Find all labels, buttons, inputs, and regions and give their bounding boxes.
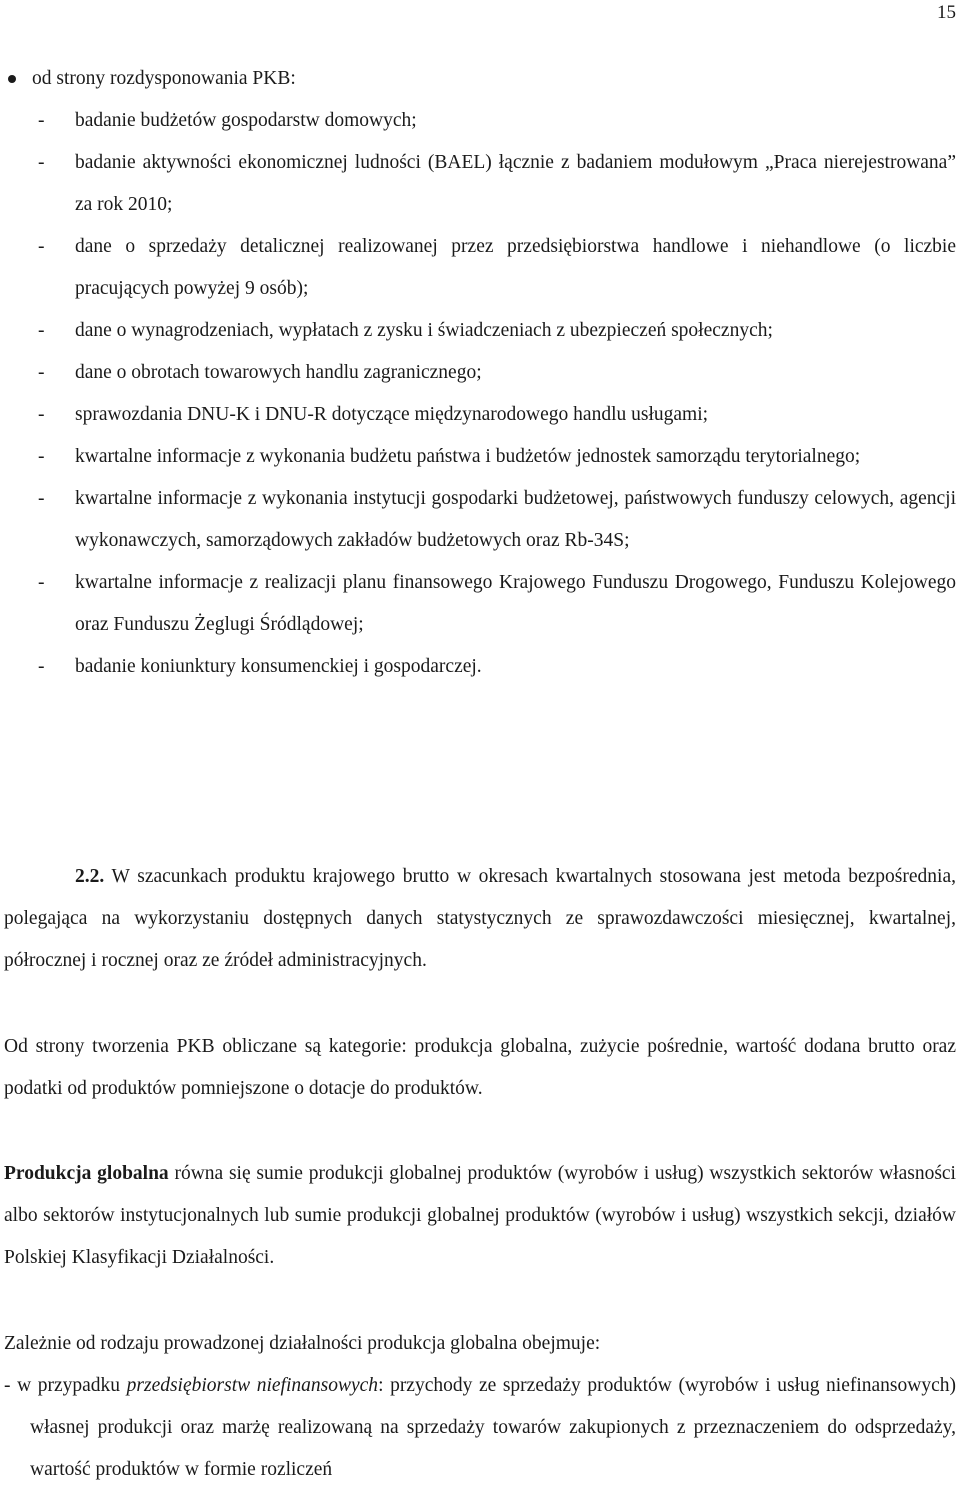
list-item-text: dane o wynagrodzeniach, wypłatach z zysku i świadczeniach z ubezpieczeń społecznych; <box>75 320 773 341</box>
global-production-paragraph <box>4 1153 956 1279</box>
list-item-text: kwartalne informacje z wykonania instytucji gospodarki budżetowej, państwowych funduszy celowych, agencji wykonawczych, samorządowych zakładów budżetowych oraz Rb-34S; <box>75 488 956 551</box>
last-item-text: : przychody ze sprzedaży produktów (wyrobów i usług niefinansowych) własnej produkcji oraz marżę realizowaną na sprzedaży towarów zakupionych z przeznaczeniem do odsprzedaży, wartość produktów w formie rozliczeń <box>30 1375 957 1480</box>
dash-marker: - <box>38 110 45 131</box>
section-number: 2.2. <box>75 866 105 887</box>
list-item-text: badanie aktywności ekonomicznej ludności (BAEL) łącznie z badaniem modułowym „Praca nierejestrowana” za rok 2010; <box>75 152 956 215</box>
last-item-italic: przedsiębiorstw niefinansowych <box>126 1375 379 1396</box>
section-2-2-paragraph <box>4 856 956 982</box>
dash-marker: - <box>38 404 45 425</box>
list-item-text: dane o obrotach towarowych handlu zagranicznego; <box>75 362 482 383</box>
dash-marker: - <box>38 488 45 509</box>
section-text: W szacunkach produktu krajowego brutto w okresach kwartalnych stosowana jest metoda bezpośrednia, polegająca na wykorzystaniu dostępnych danych statystycznych ze sprawozdawczości miesięcznej, kwartalnej, półrocznej i rocznej oraz ze źródeł administracyjnych. <box>4 866 956 971</box>
list-item <box>0 352 956 394</box>
dash-marker: - <box>38 236 45 257</box>
page-number: 15 <box>937 2 956 23</box>
list-item-text: badanie koniunktury konsumenckiej i gospodarczej. <box>75 656 482 677</box>
global-production-text: równa się sumie produkcji globalnej produktów (wyrobów i usług) wszystkich sektorów własności albo sektorów instytucjonalnych lub sumie produkcji globalnej produktów (wyrobów i usług) wszystkich sekcji, działów Polskiej Klasyfikacji Działalności. <box>4 1163 956 1268</box>
bullet-icon <box>8 75 16 83</box>
last-item-prefix: - w przypadku <box>4 1375 127 1396</box>
dash-marker: - <box>38 152 45 173</box>
list-item <box>0 562 956 646</box>
list-item <box>0 142 956 226</box>
dash-marker: - <box>38 320 45 341</box>
list-item-text: badanie budżetów gospodarstw domowych; <box>75 110 417 131</box>
dash-marker: - <box>38 656 45 677</box>
last-item-paragraph <box>4 1365 956 1491</box>
list-item <box>0 394 956 436</box>
global-production-term: Produkcja globalna <box>4 1163 169 1184</box>
list-item-text: kwartalne informacje z realizacji planu finansowego Krajowego Funduszu Drogowego, Funduszu Kolejowego oraz Funduszu Żeglugi Śródlądowej; <box>75 572 956 635</box>
list-item-text: sprawozdania DNU-K i DNU-R dotyczące międzynarodowego handlu usługami; <box>75 404 709 425</box>
dash-marker: - <box>38 362 45 383</box>
bullet-heading-text: od strony rozdysponowania PKB: <box>32 68 296 89</box>
data-sources-list <box>0 100 956 688</box>
list-item <box>0 226 956 310</box>
list-item <box>0 478 956 562</box>
list-item <box>0 646 956 688</box>
depends-paragraph: Zależnie od rodzaju prowadzonej działalności produkcja globalna obejmuje: <box>4 1333 601 1354</box>
dash-marker: - <box>38 572 45 593</box>
creation-paragraph: Od strony tworzenia PKB obliczane są kategorie: produkcja globalna, zużycie pośrednie, wartość dodana brutto oraz podatki od produktów pomniejszone o dotacje do produktów. <box>4 1036 956 1099</box>
dash-marker: - <box>38 446 45 467</box>
list-item-text: dane o sprzedaży detalicznej realizowanej przez przedsiębiorstwa handlowe i niehandlowe (o liczbie pracujących powyżej 9 osób); <box>75 236 956 299</box>
list-item <box>0 310 956 352</box>
list-item <box>0 436 956 478</box>
list-item <box>0 100 956 142</box>
list-item-text: kwartalne informacje z wykonania budżetu państwa i budżetów jednostek samorządu terytorialnego; <box>75 446 861 467</box>
